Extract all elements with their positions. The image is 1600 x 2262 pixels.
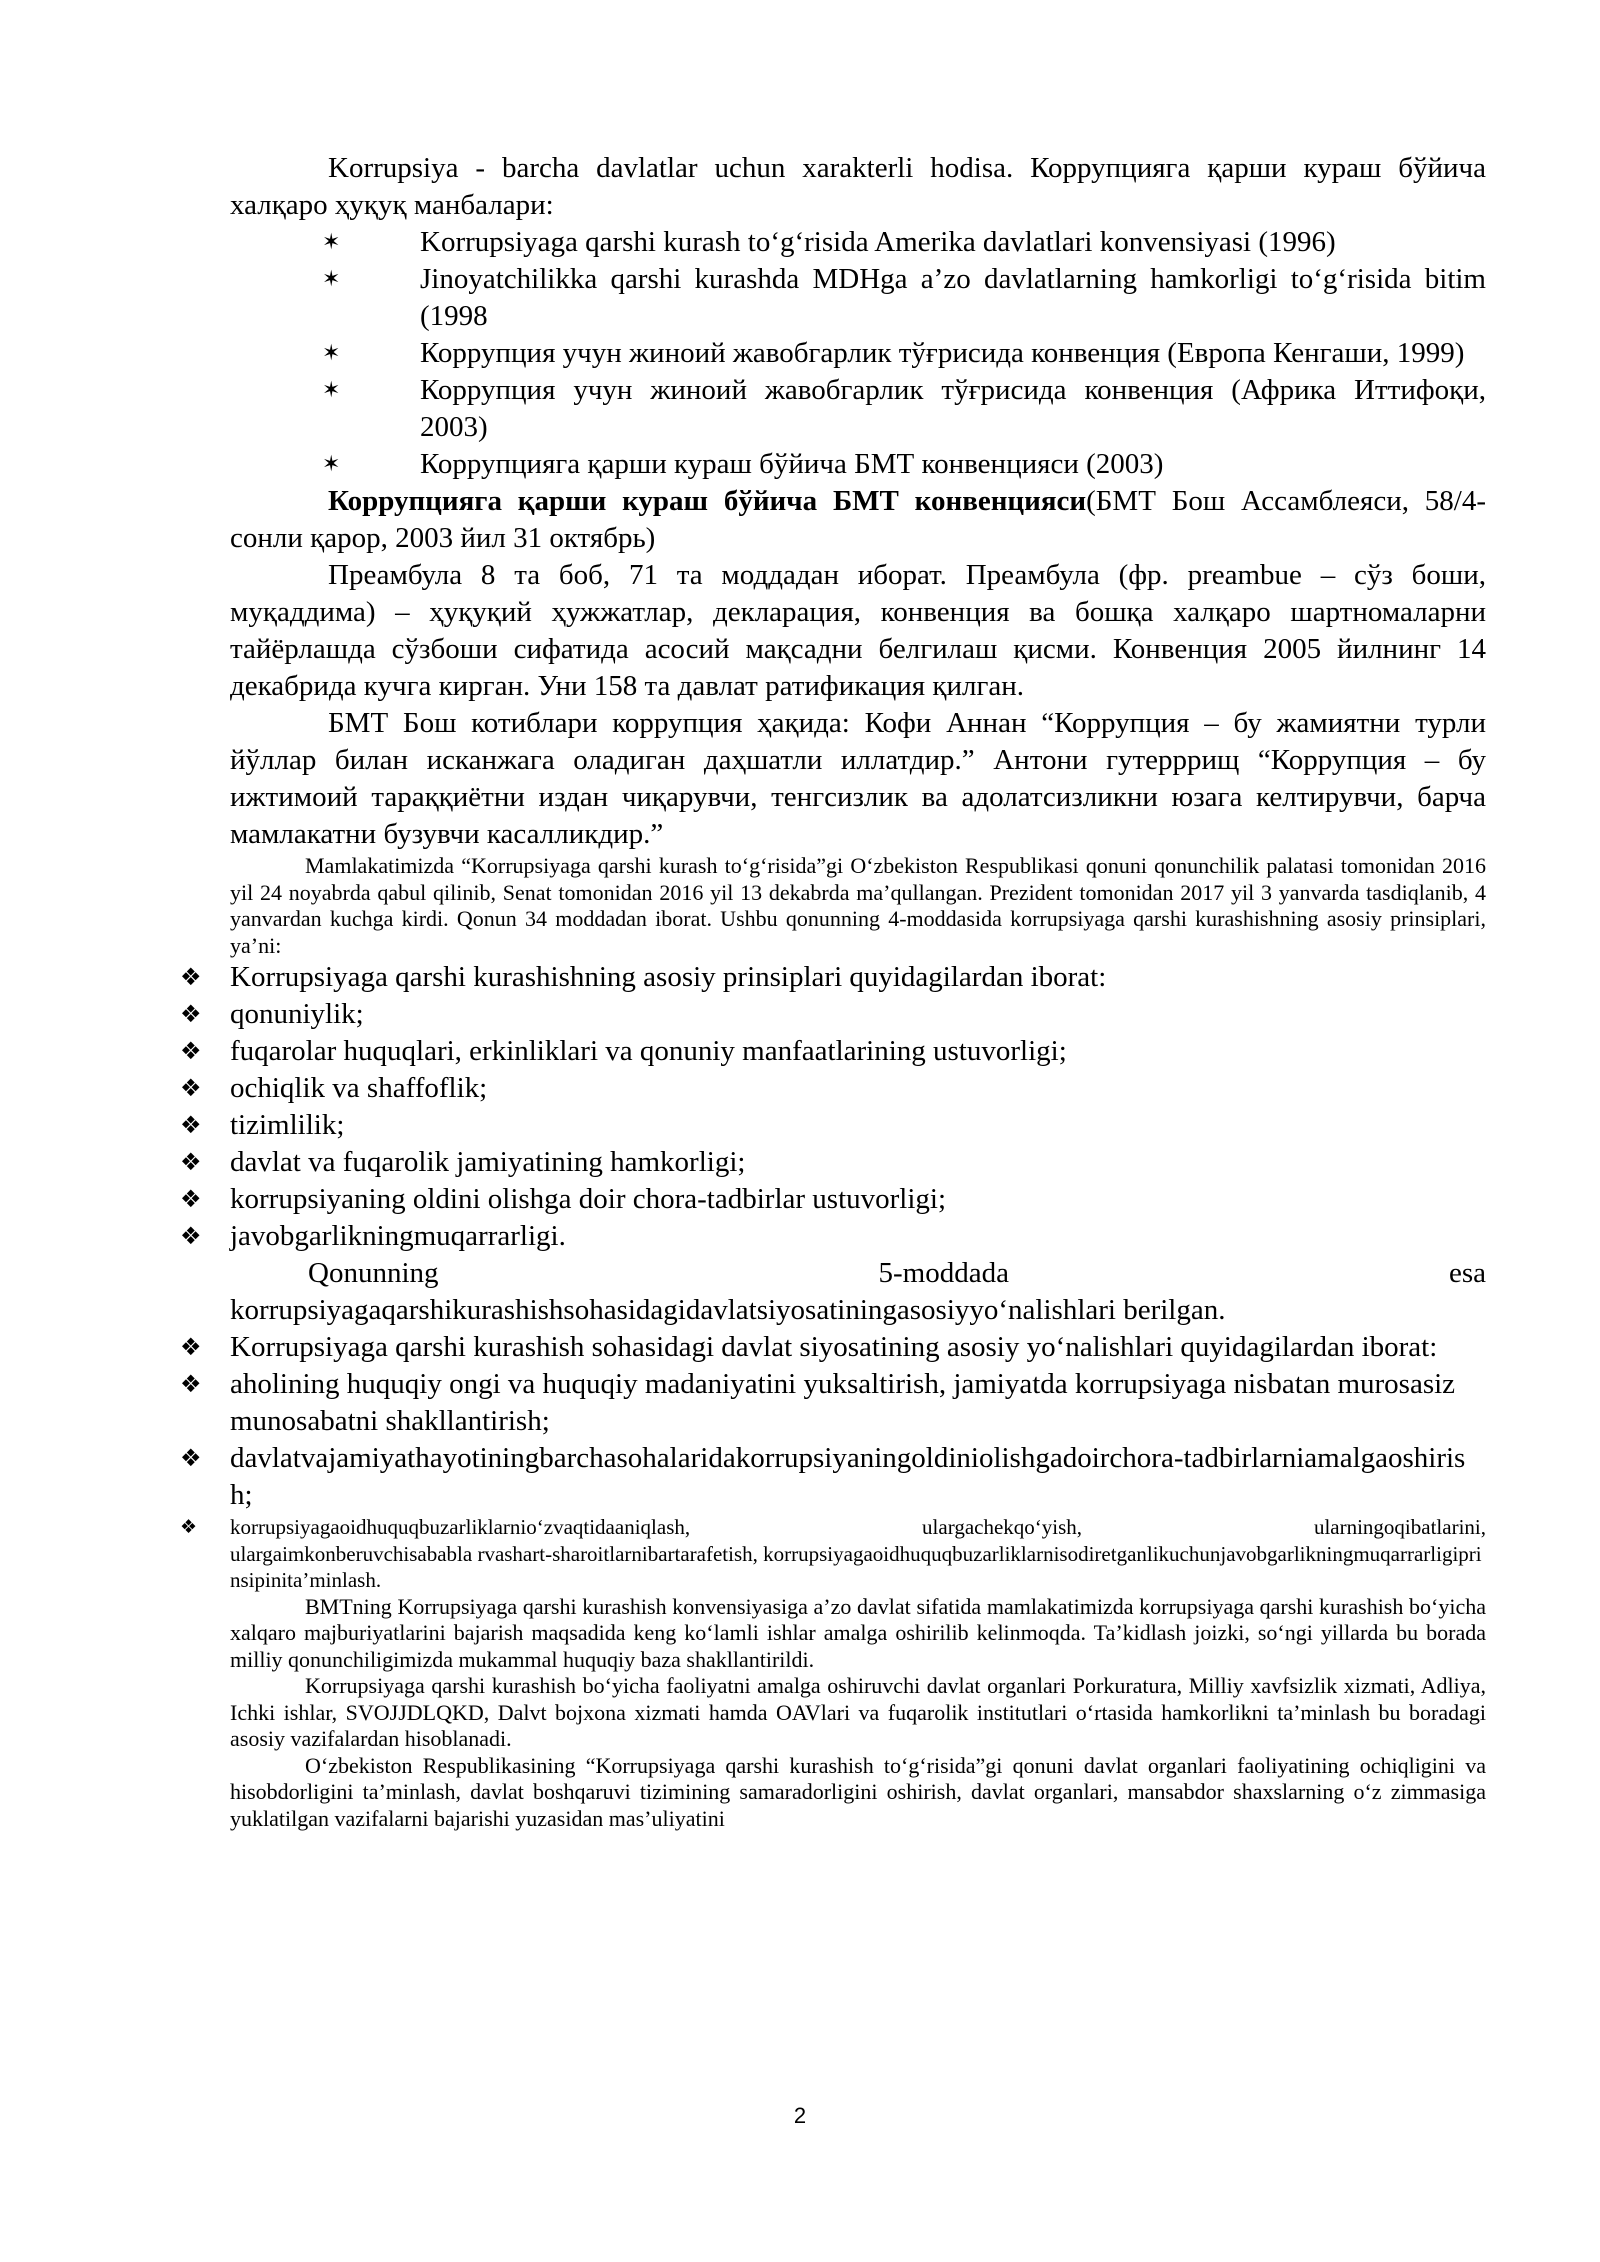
list-item: ✶ Коррупцияга қарши кураш бўйича БМТ конвенцияси (2003) — [230, 446, 1486, 483]
quotes-paragraph: БМТ Бош котиблари коррупция ҳақида: Кофи Аннан “Коррупция – бу жамиятни турли йўллар билан исканжага оладиган даҳшатли иллатдир.” Антони гутерррищ “Коррупция – бу ижтимоий тараққиётни издан чиқарувчи, тенгсизлик ва адолатсизликни юзага келтирувчи, барча мамлакатни бузувчи касалликдир.” — [230, 707, 1486, 850]
page-number: 2 — [793, 2103, 807, 2128]
list-item: ❖ davlatvajamiyathayotiningbarchasohalaridakorrupsiyaningoldiniolishgadoirchora-tadbirlarniamalgaoshirish; — [180, 1440, 1486, 1514]
diamond-bullet-icon: ❖ — [180, 1000, 202, 1028]
sources-list — [230, 224, 1486, 483]
law-goals-paragraph: O‘zbekiston Respublikasining “Korrupsiyaga qarshi kurashish to‘g‘risida”gi qonuni davlat organlari faoliyatining ochiqligini va hisobdorligini ta’minlash, davlat boshqaruvi tizimining samaradorligini oshirish, davlat organlari, mansabdor shaxslarning o‘z zimmasiga yuklatilgan vazifalarni bajarishi yuzasidan mas’uliyatini — [230, 1752, 1486, 1831]
star-bullet-icon: ✶ — [322, 341, 341, 366]
list-item: ❖ korrupsiyagaoidhuquqbuzarliklarnio‘zvaqtidaaniqlash, ulargachekqo‘yish, ularningoqibatlarini, ulargaimkonberuvchisababla rvashart-sharoitlarnibartarafetish, korrupsiyagaoidhuquqbuzarliklarnisodiretganlikuchunjavobgarlikningmuqarrarligiprinsipinita’minlash. — [180, 1515, 1486, 1592]
law-paragraph: Mamlakatimizda “Korrupsiyaga qarshi kurash to‘g‘risida”gi O‘zbekiston Respublikasi qonuni qonunchilik palatasi tomonidan 2016 yil 24 noyabrda qabul qilinib, Senat tomonidan 2016 yil 13 dekabrda ma’qullangan. Prezident tomonidan 2017 yil 3 yanvarda tasdiqlanib, 4 yanvardan kuchga kirdi. Qonun 34 moddadan iborat. Ushbu qonunning 4-moddasida korrupsiyaga qarshi kurashishning asosiy prinsiplari, ya’ni: — [230, 853, 1486, 958]
directions-list — [180, 1329, 1486, 1514]
list-item: ✶ Korrupsiyaga qarshi kurash to‘g‘risida Amerika davlatlari konvensiyasi (1996) — [230, 224, 1486, 261]
list-item: ✶ Jinoyatchilikka qarshi kurashda MDHga a’zo davlatlarning hamkorligi to‘g‘risida bitim (1998 — [230, 261, 1486, 335]
star-bullet-icon: ✶ — [322, 378, 341, 403]
diamond-bullet-icon: ❖ — [180, 1333, 202, 1361]
list-item: ❖ javobgarlikningmuqarrarligi. — [180, 1218, 1486, 1255]
diamond-bullet-icon: ❖ — [180, 1516, 198, 1538]
list-item: ❖ qonuniylik; — [180, 996, 1486, 1033]
list-item: ❖ davlat va fuqarolik jamiyatining hamkorligi; — [180, 1144, 1486, 1181]
principles-list — [180, 959, 1486, 1255]
star-bullet-icon: ✶ — [322, 452, 341, 477]
diamond-bullet-icon: ❖ — [180, 1370, 202, 1398]
article5-paragraph: Qonunning 5-moddada esa korrupsiyagaqarshikurashishsohasidagidavlatsiyosatiningasosiyyo‘nalishlari berilgan. — [230, 1257, 1486, 1326]
list-item: ❖ tizimlilik; — [180, 1107, 1486, 1144]
list-item: ❖ Korrupsiyaga qarshi kurashishning asosiy prinsiplari quyidagilardan iborat: — [180, 959, 1486, 996]
list-item: ❖ fuqarolar huquqlari, erkinliklari va qonuniy manfaatlarining ustuvorligi; — [180, 1033, 1486, 1070]
convention-title: Коррупцияга қарши кураш бўйича БМТ конвенцияси — [328, 485, 1087, 517]
diamond-bullet-icon: ❖ — [180, 963, 202, 991]
un-paragraph: BMTning Korrupsiyaga qarshi kurashish konvensiyasiga a’zo davlat sifatida mamlakatimizda korrupsiyaga qarshi kurashish bo‘yicha xalqaro majburiyatlarini bajarish maqsadida keng ko‘lamli ishlar amalga oshirilib kelinmoqda. Ta’kidlash joizki, so‘ngi yillarda bu borada milliy qonunchiligimizda mukammal huquqiy baza shakllantirildi. — [230, 1593, 1486, 1672]
list-item: ❖ ochiqlik va shaffoflik; — [180, 1070, 1486, 1107]
preamble-paragraph: Преамбула 8 та боб, 71 та моддадан иборат. Преамбула (фр. preambue – сўз боши, муқаддима) – ҳуқуқий ҳужжатлар, декларация, конвенция ва бошқа халқаро шартномаларни тайёрлашда сўзбоши сифатида асосий мақсадни белгилаш қисми. Конвенция 2005 йилнинг 14 декабрида кучга кирган. Уни 158 та давлат ратификация қилган. — [230, 559, 1486, 702]
star-bullet-icon: ✶ — [322, 267, 341, 292]
intro-paragraph: Korrupsiya - barcha davlatlar uchun xarakterli hodisa. Коррупцияга қарши кураш бўйича халқаро ҳуқуқ манбалари: — [230, 152, 1486, 221]
list-item: ✶ Коррупция учун жиноий жавобгарлик тўғрисида конвенция (Европа Кенгаши, 1999) — [230, 335, 1486, 372]
list-item: ❖ korrupsiyaning oldini olishga doir chora-tadbirlar ustuvorligi; — [180, 1181, 1486, 1218]
diamond-bullet-icon: ❖ — [180, 1185, 202, 1213]
list-item: ❖ Korrupsiyaga qarshi kurashish sohasidagi davlat siyosatining asosiy yo‘nalishlari quyidagilardan iborat: — [180, 1329, 1486, 1366]
diamond-bullet-icon: ❖ — [180, 1148, 202, 1176]
organs-paragraph: Korrupsiyaga qarshi kurashish bo‘yicha faoliyatni amalga oshiruvchi davlat organlari Porkuratura, Milliy xavfsizlik xizmati, Adliya, Ichki ishlar, SVOJJDLQKD, Dalvt bojxona xizmati hamda OAVlari va fuqarolik institutlari o‘rtasida hamkorlikni ta’minlash bu boradagi asosiy vazifalardan hisoblanadi. — [230, 1673, 1486, 1751]
diamond-bullet-icon: ❖ — [180, 1037, 202, 1065]
diamond-bullet-icon: ❖ — [180, 1074, 202, 1102]
document-page — [180, 150, 1486, 1832]
list-item: ❖ aholining huquqiy ongi va huquqiy madaniyatini yuksaltirish, jamiyatda korrupsiyaga nisbatan murosasiz munosabatni shakllantirish; — [180, 1366, 1486, 1440]
diamond-bullet-icon: ❖ — [180, 1444, 202, 1472]
diamond-bullet-icon: ❖ — [180, 1222, 202, 1250]
list-item: ✶ Коррупция учун жиноий жавобгарлик тўғрисида конвенция (Африка Иттифоқи, 2003) — [230, 372, 1486, 446]
diamond-bullet-icon: ❖ — [180, 1111, 202, 1139]
convention-paragraph: Коррупцияга қарши кураш бўйича БМТ конвенцияси(БМТ Бош Ассамблеяси, 58/4-сонли қарор, 2003 йил 31 октябрь) — [230, 485, 1486, 554]
star-bullet-icon: ✶ — [322, 230, 341, 255]
